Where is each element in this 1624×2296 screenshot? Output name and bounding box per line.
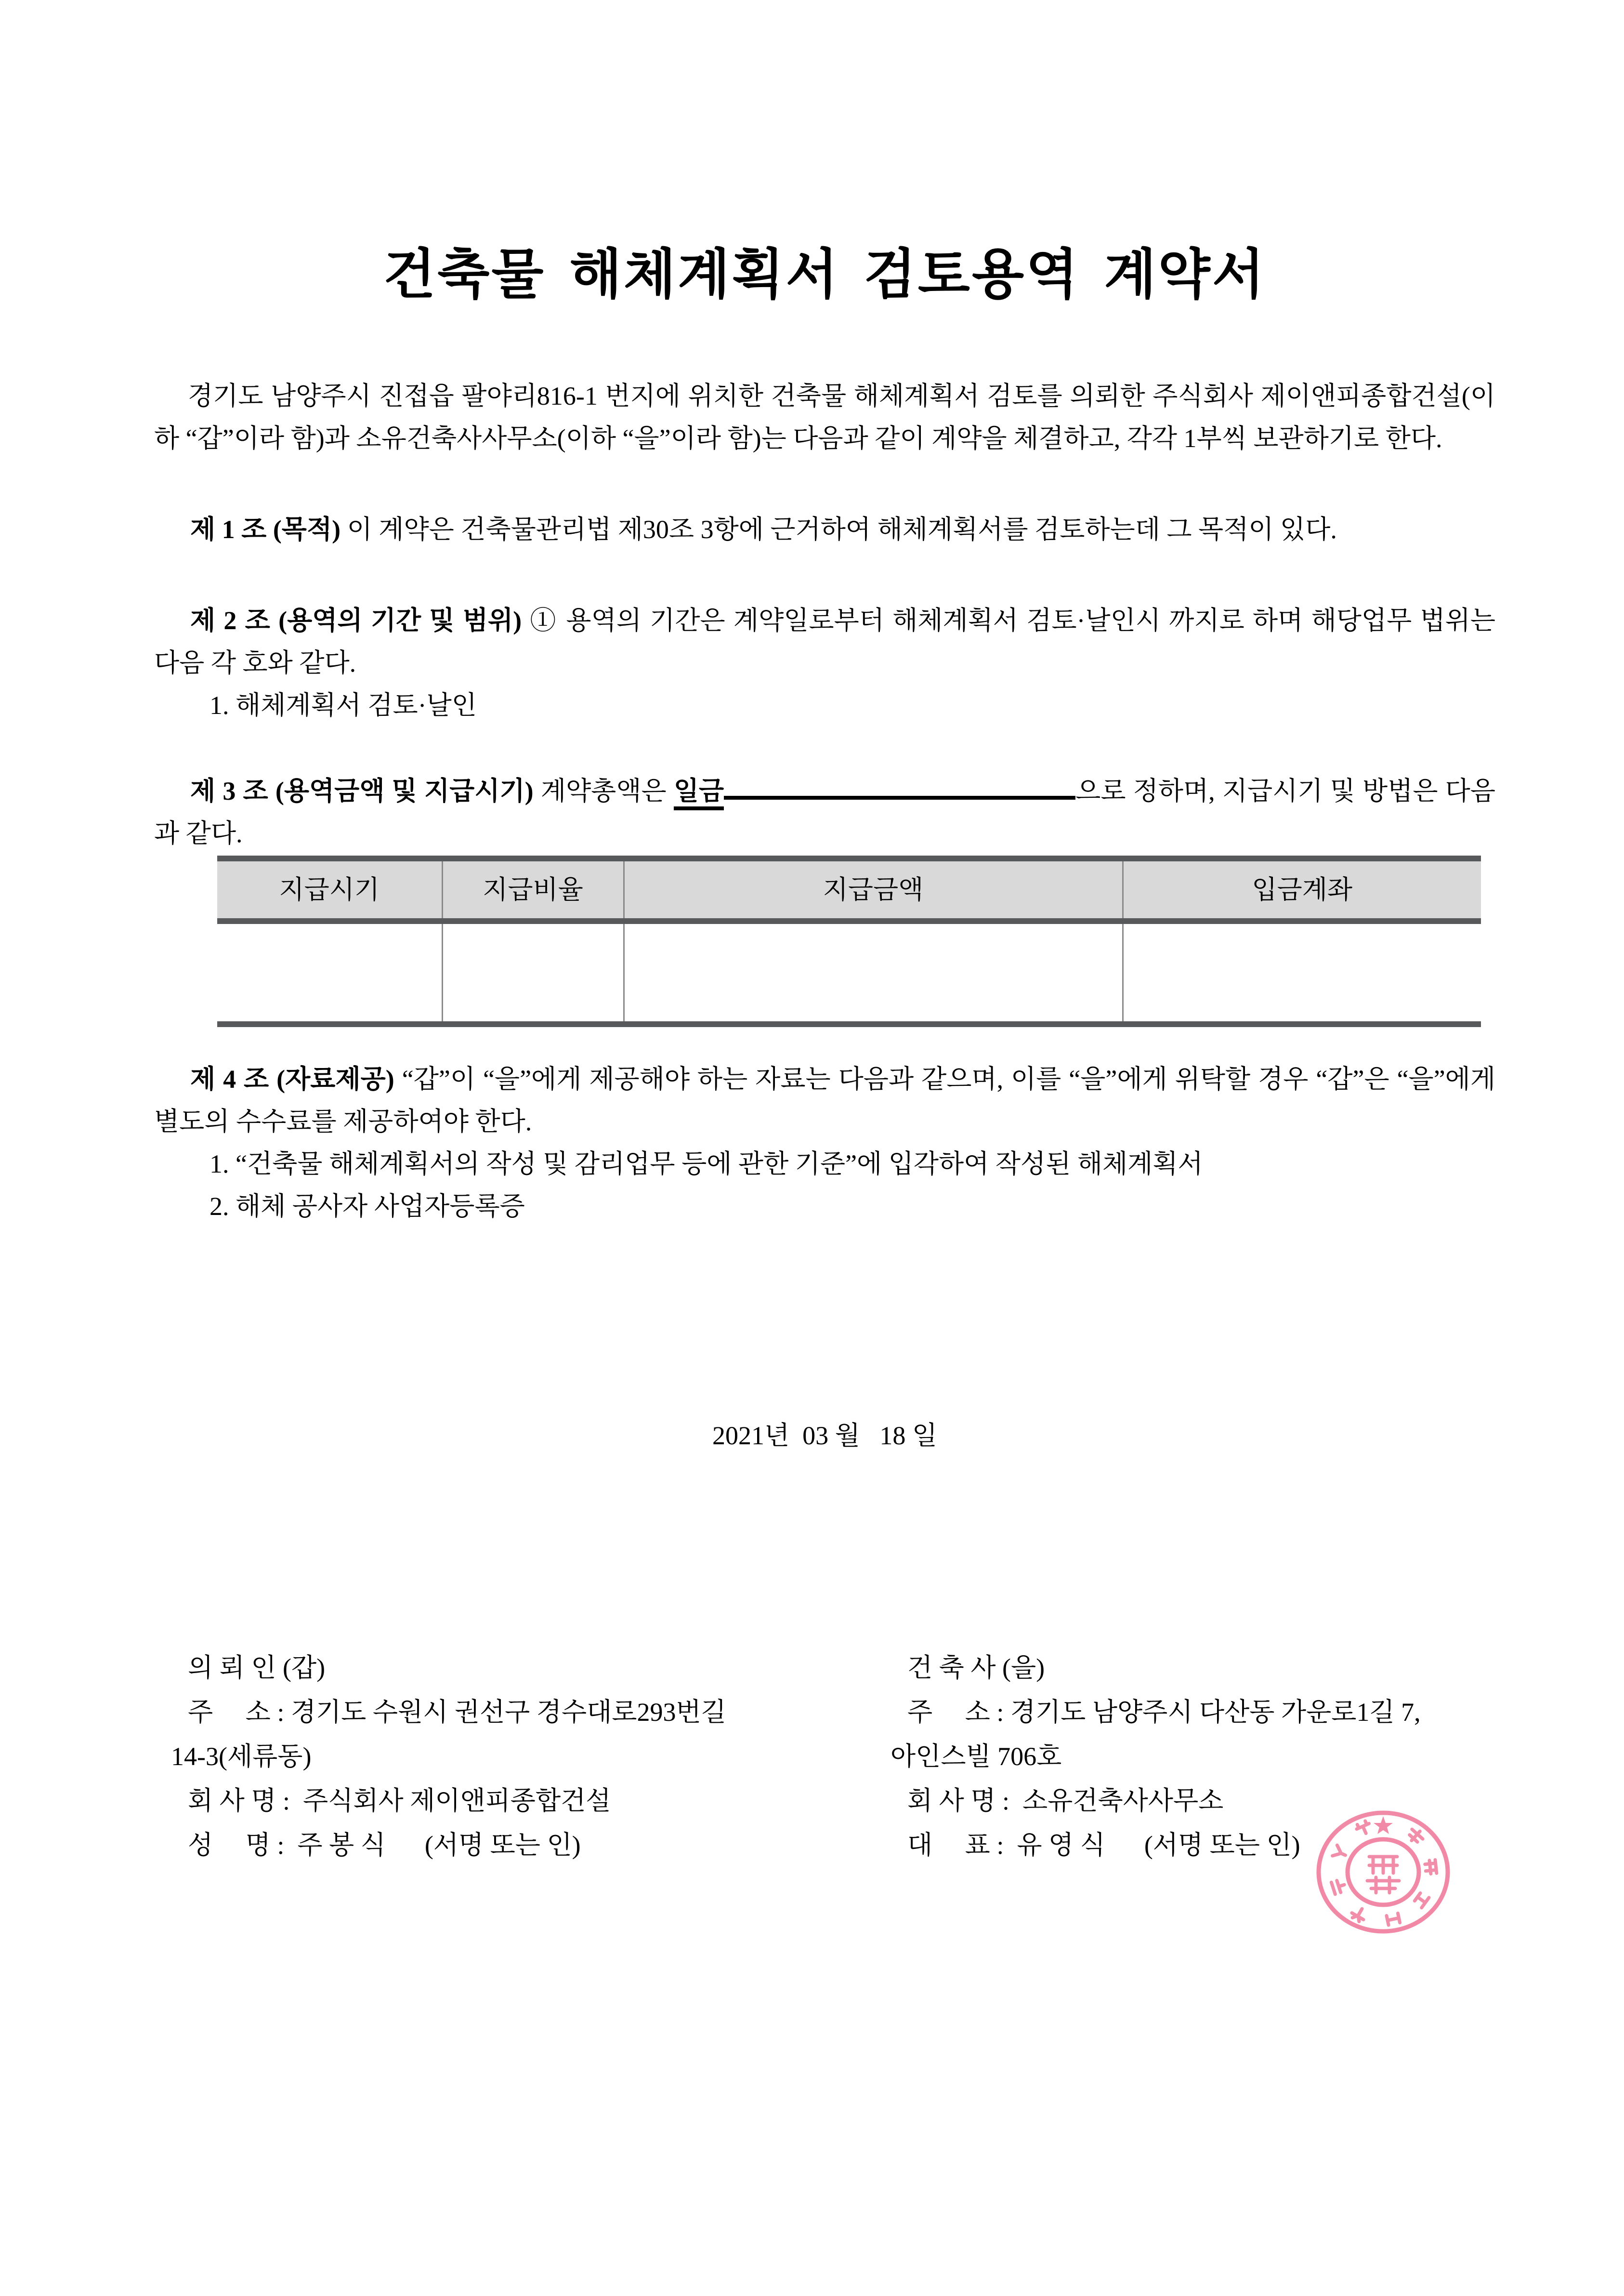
article-2-items <box>154 684 1495 726</box>
article-3-body-after: 으로 정하며, 지급시기 및 방법은 다음과 같다. <box>154 777 1496 848</box>
client-signer-name: 성 명 : 주 봉 식 (서명 또는 인) <box>188 1831 581 1860</box>
page-title: 건축물 해체계획서 검토용역 계약서 <box>383 245 1266 305</box>
article-4-items <box>154 1143 1495 1227</box>
article-1 <box>154 508 1495 551</box>
contract-date: 2021년 03 월 18 일 <box>712 1421 937 1450</box>
client-address-line1: 주 소 : 경기도 수원시 권선구 경수대로293번길 <box>188 1698 726 1727</box>
table-cell <box>624 921 1123 1024</box>
article-2 <box>154 599 1495 726</box>
article-3-body-before: 계약총액은 <box>540 777 667 805</box>
architect-signer-name: 대 표 : 유 영 식 (서명 또는 인) <box>907 1831 1300 1860</box>
table-cell <box>217 921 442 1024</box>
list-item: 1. “건축물 해체계획서의 작성 및 감리업무 등에 관한 기준”에 입각하여 작성된 해체계획서 <box>210 1149 1203 1178</box>
article-1-body: 이 계약은 건축물관리법 제30조 3항에 근거하여 해체계획서를 검토하는데 그 목적이 있다. <box>347 515 1337 544</box>
table-cell <box>442 921 624 1024</box>
intro-paragraph: 경기도 남양주시 진접읍 팔야리816-1 번지에 위치한 건축물 해체계획서 검토를 의뢰한 주식회사 제이앤피종합건설(이하 “갑”이라 함)과 소유건축사사무소(이하 “을”이라 함)는 다음과 같이 계약을 체결하고, 각각 1부씩 보관하기로 한다. <box>154 382 1495 453</box>
payment-table-header-row <box>217 858 1481 921</box>
architect-address-line2: 아인스빌 706호 <box>891 1742 1062 1771</box>
list-item: 2. 해체 공사자 사업자등록증 <box>210 1192 525 1221</box>
column-header-deposit-account: 입금계좌 <box>1123 858 1481 921</box>
architect-company-name: 회 사 명 : 소유건축사사무소 <box>907 1786 1224 1815</box>
table-cell <box>1123 921 1481 1024</box>
article-4-body: “갑”이 “을”에게 제공해야 하는 자료는 다음과 같으며, 이를 “을”에게 위탁할 경우 “갑”은 “을”에게 별도의 수수료를 제공하여야 한다. <box>154 1065 1496 1136</box>
article-4 <box>154 1058 1495 1227</box>
article-2-heading: 제 2 조 (용역의 기간 및 범위) <box>190 606 522 635</box>
article-2-text <box>154 599 1495 684</box>
amount-label: 일금 <box>674 777 724 810</box>
payment-table <box>217 856 1481 1027</box>
architect-signature-block <box>874 1646 1495 1867</box>
column-header-payment-amount: 지급금액 <box>624 858 1123 921</box>
article-3 <box>154 770 1495 855</box>
list-item: 1. 해체계획서 검토·날인 <box>210 691 477 720</box>
payment-table-empty-row <box>217 921 1481 1024</box>
client-signature-block <box>154 1646 862 1867</box>
article-2-body: ① 용역의 기간은 계약일로부터 해체계획서 검토·날인시 까지로 하며 해당업무 법위는 다음 각 호와 같다. <box>154 606 1496 677</box>
article-1-heading: 제 1 조 (목적) <box>190 515 341 544</box>
amount-blank-field <box>724 791 1075 800</box>
column-header-payment-ratio: 지급비율 <box>442 858 624 921</box>
client-address-line2: 14-3(세류동) <box>171 1742 312 1771</box>
article-3-text <box>154 770 1495 855</box>
signature-section <box>154 1646 1495 1867</box>
architect-role-label: 건 축 사 (을) <box>907 1653 1045 1682</box>
article-3-heading: 제 3 조 (용역금액 및 지급시기) <box>190 777 534 805</box>
column-header-payment-time: 지급시기 <box>279 875 380 904</box>
article-1-text <box>154 508 1495 551</box>
architect-address-line1: 주 소 : 경기도 남양주시 다산동 가운로1길 7, <box>907 1698 1421 1727</box>
client-role-label: 의 뢰 인 (갑) <box>188 1653 326 1682</box>
article-4-text <box>154 1058 1495 1143</box>
client-company-name: 회 사 명 : 주식회사 제이앤피종합건설 <box>188 1786 611 1815</box>
article-4-heading: 제 4 조 (자료제공) <box>190 1065 394 1094</box>
